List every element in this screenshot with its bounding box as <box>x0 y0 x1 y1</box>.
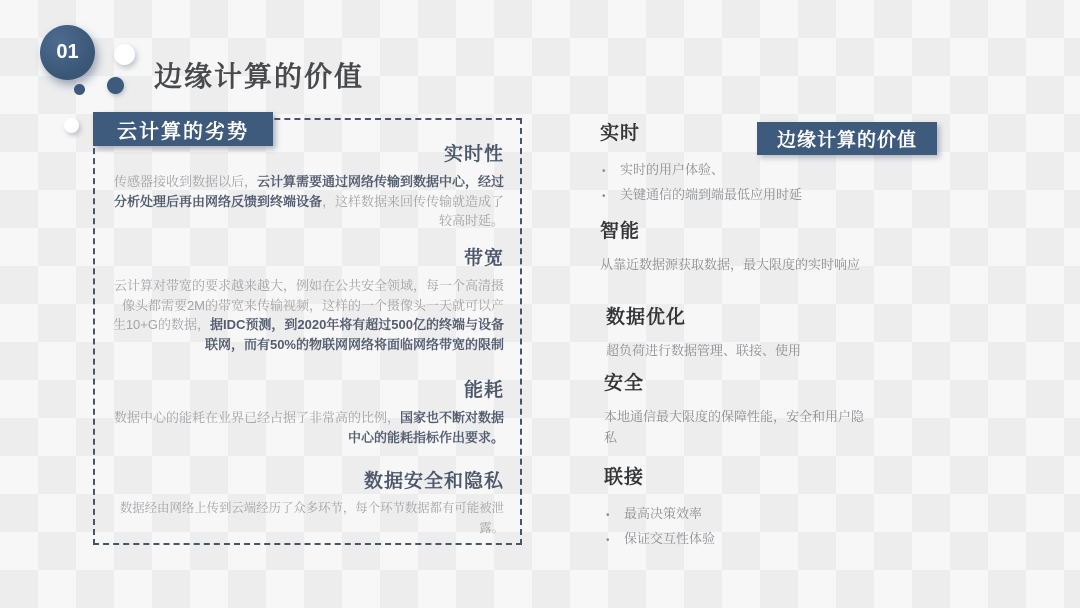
bullet-text: 保证交互性体验 <box>624 531 716 546</box>
decor-white-dot-2 <box>64 118 79 133</box>
section-paragraph <box>111 499 504 538</box>
value-text: 本地通信最大限度的保障性能，安全和用户隐私 <box>604 409 865 445</box>
value-heading: 联接 <box>604 467 645 488</box>
bullet-item <box>600 158 862 183</box>
decor-navy-dot-medium <box>107 77 124 94</box>
section-data-security <box>95 469 520 538</box>
paragraph-bold-text: 云计算需要通过网络传输到数据中心，经过分析处理后再由网络反馈到终端设备 <box>113 174 504 209</box>
bullet-text: 关键通信的端到端最低应用时延 <box>620 187 803 202</box>
section-bandwidth <box>95 246 520 354</box>
bullet-text: 实时的用户体验、 <box>620 162 725 177</box>
paragraph-bold-text: 据IDC预测，到2020年将有超过500亿的终端与设备联网，而有50%的物联网网络将面临网络带宽的限制 <box>204 317 504 352</box>
decor-navy-dot-small <box>74 84 85 95</box>
bullet-icon: • <box>602 191 606 202</box>
value-heading: 数据优化 <box>606 307 687 328</box>
section-heading: 实时性 <box>443 144 504 165</box>
section-energy <box>95 378 520 447</box>
slide-number-badge <box>40 25 95 80</box>
bullet-item <box>600 183 862 208</box>
section-paragraph <box>111 408 504 447</box>
section-paragraph <box>111 276 504 354</box>
paragraph-dim-text: 云计算对带宽的要求越来越大，例如在公共安全领域，每一个高清摄像头都需要2M的带宽来传输视频，这样的一个摄像头一天就可以产生10+G的数据， <box>112 278 504 332</box>
bullet-icon: • <box>602 166 606 177</box>
value-heading: 安全 <box>604 373 645 394</box>
paragraph-dim-text: 数据经由网络上传到云端经历了众多环节，每个环节数据都有可能被泄露。 <box>119 501 504 535</box>
bullet-list <box>600 158 862 208</box>
section-heading: 能耗 <box>463 380 504 401</box>
value-section-realtime <box>600 122 862 208</box>
value-heading: 智能 <box>600 221 641 242</box>
slide-number: 01 <box>56 41 79 63</box>
bullet-list <box>604 502 866 552</box>
paragraph-dim-text: 数据中心的能耗在业界已经占据了非常高的比例， <box>113 410 400 425</box>
value-section-connectivity <box>604 466 866 552</box>
value-heading: 实时 <box>600 123 641 144</box>
section-heading: 数据安全和隐私 <box>363 471 504 492</box>
paragraph-bold-text: 国家也不断对数据中心的能耗指标作出要求。 <box>347 410 504 445</box>
value-text: 超负荷进行数据管理、联接、使用 <box>606 343 802 358</box>
slide-title: 边缘计算的价值 <box>154 60 365 92</box>
decor-white-dot <box>114 44 135 65</box>
cloud-disadvantages-panel <box>93 118 522 545</box>
value-section-intelligence <box>600 220 862 275</box>
bullet-item <box>604 527 866 552</box>
bullet-icon: • <box>606 535 610 546</box>
paragraph-dim-text: 传感器接收到数据以后， <box>113 174 257 189</box>
section-paragraph <box>111 172 504 231</box>
value-section-data-optimization <box>606 306 868 361</box>
value-section-security <box>604 372 866 448</box>
bullet-item <box>604 502 866 527</box>
bullet-icon: • <box>606 510 610 521</box>
section-heading: 带宽 <box>463 248 504 269</box>
section-realtime <box>95 142 520 231</box>
value-text: 从靠近数据源获取数据，最大限度的实时响应 <box>600 257 861 272</box>
bullet-text: 最高决策效率 <box>624 506 703 521</box>
panel-header-badge: 云计算的劣势 <box>93 112 273 146</box>
edge-value-badge: 边缘计算的价值 <box>757 122 937 155</box>
paragraph-dim-text: ，这样数据来回传传输就造成了较高时延。 <box>321 193 504 228</box>
